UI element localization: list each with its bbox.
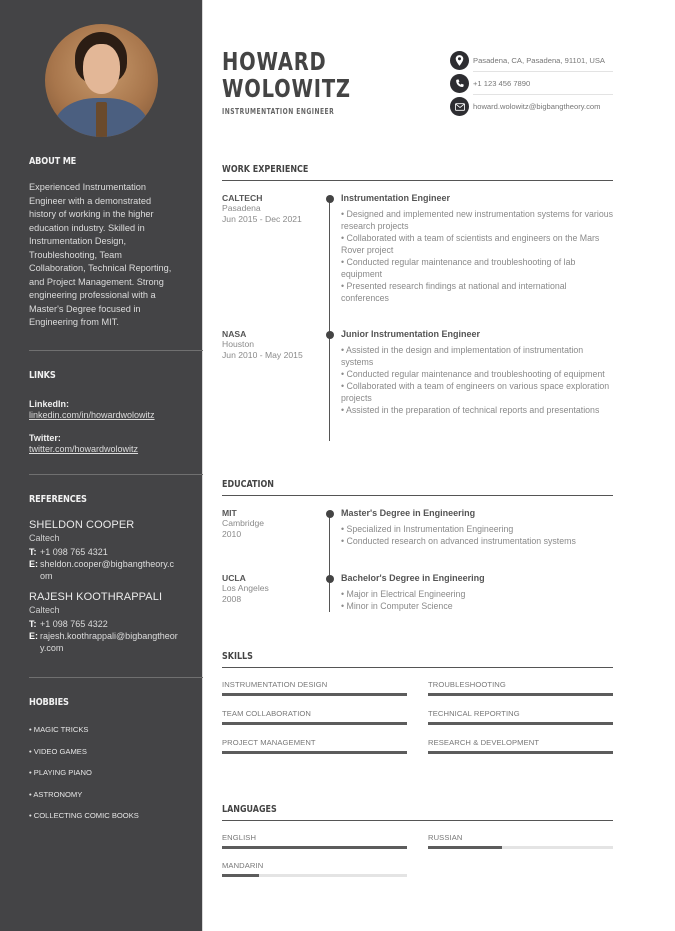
links-heading: LINKS [29, 370, 56, 381]
avatar-tie [96, 102, 107, 137]
avatar [45, 24, 158, 137]
education-entry-details [341, 573, 613, 612]
bullet-item: • Conducted regular maintenance and troubleshooting of lab equipment [341, 257, 576, 279]
bullet-item: • Collaborated with a team of scientists and engineers on the Mars Rover project [341, 233, 600, 255]
email-link[interactable]: howard.wolowitz@bigbangtheory.com [473, 102, 601, 111]
skill-item [222, 680, 407, 696]
skill-label: PROJECT MANAGEMENT [222, 738, 316, 747]
skill-label: TROUBLESHOOTING [428, 680, 506, 689]
language-bar [222, 846, 407, 849]
linkedin-link[interactable]: linkedin.com/in/howardwolowitz [29, 410, 155, 420]
reference-name: RAJESH KOOTHRAPPALI [29, 591, 163, 603]
bullet-item: • Designed and implemented new instrumentation systems for various research projects [341, 209, 614, 231]
skill-label: TECHNICAL REPORTING [428, 709, 520, 718]
bullet-item: • Minor in Computer Science [341, 601, 453, 611]
language-bar [428, 846, 613, 849]
bullet-item: • Conducted regular maintenance and troubleshooting of equipment [341, 369, 605, 379]
bullet-item: • Collaborated with a team of engineers on various space exploration projects [341, 381, 610, 403]
phone-label: T: [29, 547, 37, 557]
reference-item [29, 519, 179, 582]
languages-heading [222, 804, 613, 821]
skill-bar-fill [222, 693, 407, 696]
address-text: Pasadena, CA, Pasadena, 91101, USA [473, 49, 613, 72]
bullet-item: • Specialized in Instrumentation Engineering [341, 524, 514, 534]
reference-org: Caltech [29, 605, 60, 615]
bullet-item: • Presented research findings at national and international conferences [341, 281, 567, 303]
hobby-item: • MAGIC TRICKS [29, 725, 89, 734]
school-location: Cambridge [222, 518, 265, 528]
skill-bar [428, 693, 613, 696]
skill-item [222, 709, 407, 725]
education-timeline-line [329, 513, 330, 612]
first-name: HOWARD [222, 47, 327, 76]
skill-label: TEAM COLLABORATION [222, 709, 312, 718]
phone-value: +1 098 765 4321 [40, 547, 108, 557]
skill-bar-fill [222, 751, 407, 754]
work-timeline-line [329, 198, 330, 441]
email-label: E: [29, 559, 38, 569]
language-bar-fill [222, 846, 407, 849]
link-item-twitter [29, 433, 179, 455]
email-label: E: [29, 631, 38, 641]
reference-email [29, 558, 179, 582]
timeline-dot [326, 195, 334, 203]
language-item [222, 861, 407, 877]
education-entry-meta [222, 508, 322, 540]
links-section [29, 370, 179, 455]
skill-bar [428, 751, 613, 754]
work-entry-meta [222, 193, 322, 225]
language-label: RUSSIAN [428, 833, 463, 842]
phone-value: +1 098 765 4322 [40, 619, 108, 629]
contact-list [450, 49, 613, 118]
email-value: rajesh.koothrappali@bigbangtheory.com [40, 631, 178, 653]
skill-item [428, 680, 613, 696]
hobby-item: • PLAYING PIANO [29, 768, 92, 777]
skill-item [222, 738, 407, 754]
phone-link[interactable]: +1 123 456 7890 [473, 72, 613, 95]
bullet-item: • Assisted in the preparation of technical reports and presentations [341, 405, 600, 415]
education-heading-text: EDUCATION [222, 479, 274, 490]
contact-address [450, 49, 613, 72]
contact-phone [450, 72, 613, 95]
skill-bar [428, 722, 613, 725]
language-bar-fill [428, 846, 502, 849]
skill-bar [222, 693, 407, 696]
reference-email [29, 630, 179, 654]
timeline-dot [326, 331, 334, 339]
bullet-item: • Assisted in the design and implementation of instrumentation systems [341, 345, 584, 367]
skill-label: INSTRUMENTATION DESIGN [222, 680, 328, 689]
role-title: Junior Instrumentation Engineer [341, 329, 481, 339]
hobbies-heading: HOBBIES [29, 697, 69, 708]
last-name: WOLOWITZ [222, 74, 351, 103]
school-name: UCLA [222, 573, 246, 583]
language-label: ENGLISH [222, 833, 257, 842]
bullet-list [341, 523, 613, 547]
org-location: Pasadena [222, 203, 261, 213]
work-entry-meta [222, 329, 322, 361]
envelope-icon [450, 97, 469, 116]
hobbies-list [29, 725, 179, 833]
org-name: NASA [222, 329, 247, 339]
hobby-item: • VIDEO GAMES [29, 746, 87, 756]
skills-heading-text: SKILLS [222, 651, 253, 662]
hobbies-section [29, 697, 179, 833]
timeline-dot [326, 510, 334, 518]
education-entry-meta [222, 573, 322, 605]
link-item-linkedin [29, 399, 179, 421]
skill-item [428, 738, 613, 754]
date-range: Jun 2015 - Dec 2021 [222, 214, 302, 224]
about-section [29, 156, 179, 330]
work-heading [222, 164, 613, 181]
bullet-list [341, 208, 613, 304]
skill-bar-fill [428, 693, 613, 696]
reference-item [29, 591, 179, 654]
reference-org: Caltech [29, 533, 60, 543]
education-entry-details [341, 508, 613, 547]
divider [29, 350, 203, 351]
phone-icon [450, 74, 469, 93]
date-range: Jun 2010 - May 2015 [222, 350, 303, 360]
school-location: Los Angeles [222, 583, 269, 593]
skill-item [428, 709, 613, 725]
full-name [222, 48, 351, 102]
language-bar-fill [222, 874, 259, 877]
about-text: Experienced Instrumentation Engineer with a demonstrated history of working in the higher education industry. Skilled in Instrumentation Design, Troubleshooting, Team Collaboration, Technical Reporting, and Project Management. Strong engineering professional with a Master's Degree focused in Engineering from MIT. [29, 182, 172, 327]
degree-title: Bachelor's Degree in Engineering [341, 573, 485, 583]
about-heading: ABOUT ME [29, 156, 77, 167]
languages-heading-text: LANGUAGES [222, 804, 277, 815]
skills-heading [222, 651, 613, 668]
language-item [428, 833, 613, 849]
references-heading: REFERENCES [29, 494, 87, 505]
bullet-list [341, 588, 613, 612]
work-entry-details [341, 193, 613, 304]
phone-label: T: [29, 619, 37, 629]
job-title: INSTRUMENTATION ENGINEER [222, 107, 335, 116]
skill-bar [222, 751, 407, 754]
skill-bar [222, 722, 407, 725]
work-heading-text: WORK EXPERIENCE [222, 164, 309, 175]
role-title: Instrumentation Engineer [341, 193, 451, 203]
language-item [222, 833, 407, 849]
reference-phone [29, 546, 179, 558]
hobby-item: • COLLECTING COMIC BOOKS [29, 811, 139, 820]
link-label: Twitter: [29, 433, 61, 443]
skill-bar-fill [428, 722, 613, 725]
twitter-link[interactable]: twitter.com/howardwolowitz [29, 444, 139, 454]
link-label: LinkedIn: [29, 399, 69, 409]
bullet-item: • Major in Electrical Engineering [341, 589, 466, 599]
email-value: sheldon.cooper@bigbangtheory.com [40, 559, 175, 581]
education-heading [222, 479, 613, 496]
graduation-year: 2008 [222, 594, 242, 604]
sidebar [0, 0, 203, 931]
language-label: MANDARIN [222, 861, 264, 870]
contact-email [450, 95, 613, 118]
divider [29, 677, 203, 678]
timeline-dot [326, 575, 334, 583]
org-name: CALTECH [222, 193, 263, 203]
bullet-item: • Conducted research on advanced instrumentation systems [341, 536, 576, 546]
location-pin-icon [450, 51, 469, 70]
school-name: MIT [222, 508, 237, 518]
skill-label: RESEARCH & DEVELOPMENT [428, 738, 540, 747]
reference-phone [29, 618, 179, 630]
org-location: Houston [222, 339, 255, 349]
skill-bar-fill [222, 722, 407, 725]
graduation-year: 2010 [222, 529, 242, 539]
language-bar [222, 874, 407, 877]
bullet-list [341, 344, 613, 416]
work-entry-details [341, 329, 613, 416]
degree-title: Master's Degree in Engineering [341, 508, 476, 518]
skill-bar-fill [428, 751, 613, 754]
divider [29, 474, 203, 475]
hobby-item: • ASTRONOMY [29, 789, 83, 799]
reference-name: SHELDON COOPER [29, 519, 135, 531]
avatar-face [83, 44, 120, 94]
references-section [29, 494, 179, 654]
